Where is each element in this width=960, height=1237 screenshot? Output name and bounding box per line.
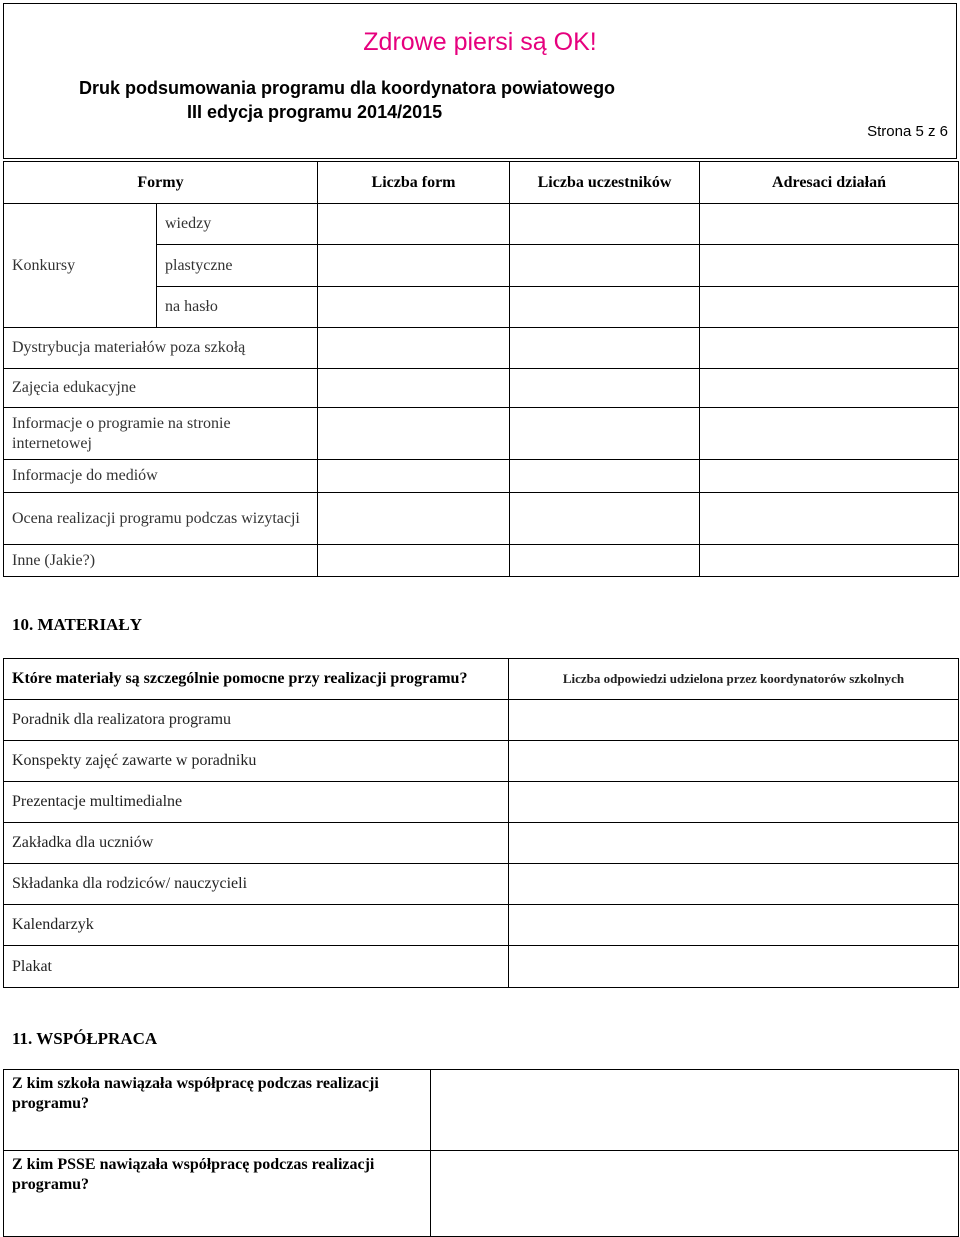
table-row [4, 1151, 959, 1237]
table-row [4, 408, 959, 460]
table-row [4, 700, 959, 741]
count-cell[interactable] [318, 369, 510, 408]
answer-cell[interactable] [431, 1070, 959, 1151]
recipients-cell[interactable] [700, 460, 959, 493]
participants-cell[interactable] [510, 408, 700, 460]
table-row [4, 328, 959, 369]
participants-cell[interactable] [510, 204, 700, 245]
material-label: Kalendarzyk [4, 905, 509, 946]
table-row [4, 782, 959, 823]
forms-table [3, 161, 959, 577]
konkurs-type: na hasło [157, 287, 318, 328]
konkursy-label: Konkursy [4, 204, 157, 328]
answer-cell[interactable] [509, 741, 959, 782]
material-label: Składanka dla rodziców/ nauczycieli [4, 864, 509, 905]
question-label: Które materiały są szczególnie pomocne przy realizacji programu? [4, 659, 509, 700]
konkurs-type: plastyczne [157, 245, 318, 287]
table-row [4, 1070, 959, 1151]
recipients-cell[interactable] [700, 204, 959, 245]
answer-cell[interactable] [509, 823, 959, 864]
form-label: Dystrybucja materiałów poza szkołą [4, 328, 318, 369]
material-label: Poradnik dla realizatora programu [4, 700, 509, 741]
form-label: Informacje do mediów [4, 460, 318, 493]
table-row [4, 741, 959, 782]
answer-cell[interactable] [509, 782, 959, 823]
participants-cell[interactable] [510, 287, 700, 328]
answer-cell[interactable] [509, 946, 959, 988]
column-header: Liczba odpowiedzi udzielona przez koordynatorów szkolnych [509, 659, 959, 700]
table-header-row [4, 162, 959, 204]
count-cell[interactable] [318, 545, 510, 577]
section-heading: 11. WSPÓŁPRACA [12, 1029, 158, 1048]
count-cell[interactable] [318, 204, 510, 245]
document-subtitle: Druk podsumowania programu dla koordynatora powiatowego [79, 78, 616, 98]
participants-cell[interactable] [510, 460, 700, 493]
recipients-cell[interactable] [700, 245, 959, 287]
form-label: Ocena realizacji programu podczas wizytacji [4, 493, 318, 545]
count-cell[interactable] [318, 408, 510, 460]
column-header: Formy [4, 162, 318, 204]
konkurs-type: wiedzy [157, 204, 318, 245]
table-row [4, 460, 959, 493]
participants-cell[interactable] [510, 493, 700, 545]
recipients-cell[interactable] [700, 369, 959, 408]
recipients-cell[interactable] [700, 408, 959, 460]
materials-table [3, 658, 959, 988]
material-label: Konspekty zajęć zawarte w poradniku [4, 741, 509, 782]
answer-cell[interactable] [509, 700, 959, 741]
material-label: Prezentacje multimedialne [4, 782, 509, 823]
table-row [4, 369, 959, 408]
participants-cell[interactable] [510, 328, 700, 369]
count-cell[interactable] [318, 245, 510, 287]
column-header: Adresaci działań [700, 162, 959, 204]
recipients-cell[interactable] [700, 493, 959, 545]
page-number: Strona 5 z 6 [867, 123, 948, 140]
participants-cell[interactable] [510, 245, 700, 287]
document-header [3, 3, 957, 159]
table-row [4, 823, 959, 864]
table-row [4, 864, 959, 905]
recipients-cell[interactable] [700, 287, 959, 328]
column-header: Liczba form [318, 162, 510, 204]
form-label: Zajęcia edukacyjne [4, 369, 318, 408]
table-row [4, 204, 959, 245]
answer-cell[interactable] [431, 1151, 959, 1237]
form-label: Inne (Jakie?) [4, 545, 318, 577]
answer-cell[interactable] [509, 864, 959, 905]
section-heading: 10. MATERIAŁY [12, 615, 143, 634]
question-label: Z kim PSSE nawiązała współpracę podczas realizacji programu? [4, 1151, 431, 1237]
recipients-cell[interactable] [700, 545, 959, 577]
count-cell[interactable] [318, 287, 510, 328]
cooperation-table [3, 1069, 959, 1237]
count-cell[interactable] [318, 460, 510, 493]
count-cell[interactable] [318, 328, 510, 369]
table-row [4, 946, 959, 988]
column-header: Liczba uczestników [510, 162, 700, 204]
count-cell[interactable] [318, 493, 510, 545]
edition-label: III edycja programu 2014/2015 [187, 102, 443, 122]
material-label: Zakładka dla uczniów [4, 823, 509, 864]
recipients-cell[interactable] [700, 328, 959, 369]
table-row [4, 493, 959, 545]
answer-cell[interactable] [509, 905, 959, 946]
participants-cell[interactable] [510, 369, 700, 408]
table-header-row [4, 659, 959, 700]
question-label: Z kim szkoła nawiązała współpracę podczas realizacji programu? [4, 1070, 431, 1151]
table-row [4, 545, 959, 577]
material-label: Plakat [4, 946, 509, 988]
participants-cell[interactable] [510, 545, 700, 577]
form-label: Informacje o programie na stronie internetowej [4, 408, 318, 460]
document-title: Zdrowe piersi są OK! [363, 28, 597, 56]
table-row [4, 905, 959, 946]
